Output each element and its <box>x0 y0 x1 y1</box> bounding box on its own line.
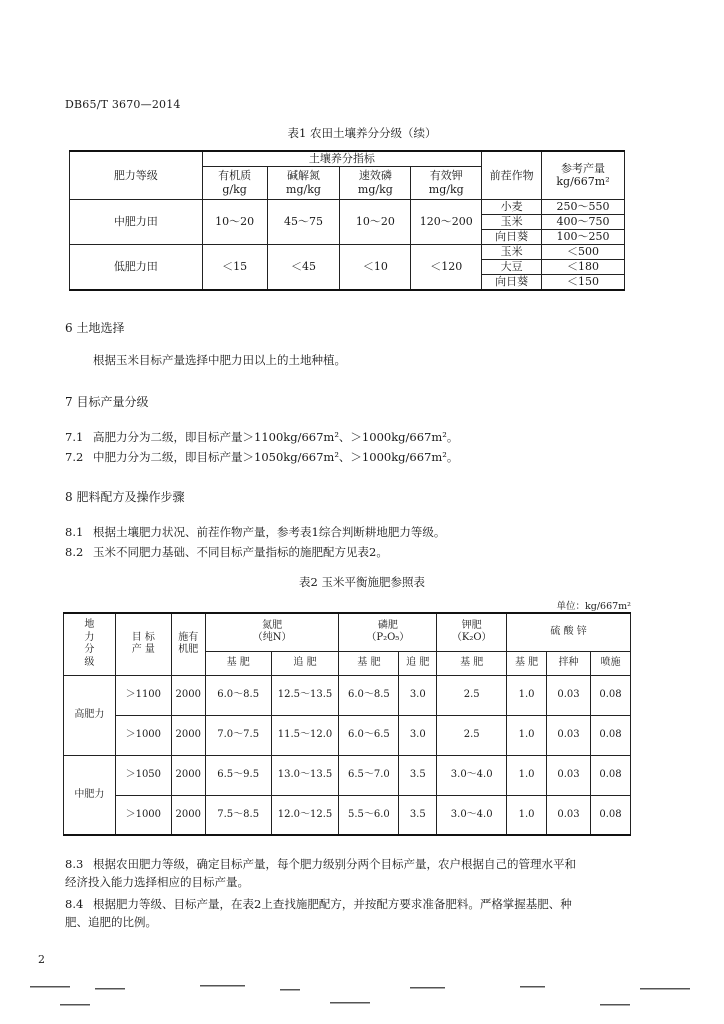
table2-caption: 表2 玉米平衡施肥参照表 <box>299 575 425 589</box>
organic-fertilizer-header: 施有 机肥 <box>171 613 205 675</box>
yield-cell: 250～550 <box>542 199 625 214</box>
target-cell: ＞1100 <box>115 675 171 715</box>
ap-cell: 10～20 <box>340 199 411 244</box>
om-cell: 10～20 <box>202 199 267 244</box>
clause-number: 7.1 <box>65 430 84 444</box>
k-base-cell: 3.0～4.0 <box>437 755 507 795</box>
k-base-cell: 2.5 <box>437 675 507 715</box>
crop-cell: 小麦 <box>482 199 542 214</box>
n-base-header: 基 肥 <box>205 651 271 675</box>
zn-spray-cell: 0.08 <box>590 675 630 715</box>
zn-spray-cell: 0.08 <box>590 755 630 795</box>
p-base-cell: 6.5～7.0 <box>339 755 399 795</box>
organic-matter-header: 有机质 g/kg <box>202 166 267 199</box>
om-cell: 2000 <box>171 755 205 795</box>
n-top-cell: 11.5～12.0 <box>271 715 339 755</box>
zinc-sulfate-header: 硫 酸 锌 <box>507 613 631 651</box>
zn-spray-cell: 0.08 <box>590 795 630 835</box>
zn-base-header: 基 肥 <box>507 651 547 675</box>
crop-cell: 大豆 <box>482 259 542 274</box>
zn-seed-cell: 0.03 <box>547 675 591 715</box>
nutrient-group-header: 土壤养分指标 <box>202 151 482 166</box>
p-top-cell: 3.0 <box>399 715 437 755</box>
clause-number: 8.1 <box>65 525 84 539</box>
clause-8-3-cont: 经济投入能力选择相应的目标产量。 <box>65 875 249 889</box>
clause-8-2 <box>65 544 388 560</box>
yield-cell: ＜500 <box>542 244 625 259</box>
crop-cell: 玉米 <box>482 244 542 259</box>
clause-number: 8.3 <box>65 857 84 871</box>
n-base-cell: 6.5～9.5 <box>205 755 271 795</box>
clause-number: 7.2 <box>65 450 84 464</box>
om-cell: 2000 <box>171 715 205 755</box>
p-top-cell: 3.0 <box>399 675 437 715</box>
grade-cell: 中肥力田 <box>70 199 203 244</box>
level-header: 地 力 分 级 <box>64 613 116 675</box>
clause-number: 8.4 <box>65 897 84 911</box>
table2-unit: 单位：kg/667m² <box>556 601 631 612</box>
p-top-cell: 3.5 <box>399 795 437 835</box>
p-base-cell: 6.0～8.5 <box>339 675 399 715</box>
page-number: 2 <box>38 953 45 966</box>
zn-seed-cell: 0.03 <box>547 755 591 795</box>
prev-crop-header: 前茬作物 <box>482 151 542 199</box>
clause-7-1 <box>65 429 458 445</box>
section-6-title: 6 土地选择 <box>65 321 125 335</box>
level-cell: 中肥力 <box>64 755 116 835</box>
zn-base-cell: 1.0 <box>507 755 547 795</box>
clause-text: 根据肥力等级、目标产量，在表2上查找施肥配方，并按配方要求准备肥料。严格掌握基肥、种 <box>93 897 572 911</box>
zn-seed-cell: 0.03 <box>547 715 591 755</box>
target-cell: ＞1050 <box>115 755 171 795</box>
k-base-cell: 2.5 <box>437 715 507 755</box>
alkali-n-header: 碱解氮 mg/kg <box>267 166 340 199</box>
n-top-cell: 13.0～13.5 <box>271 755 339 795</box>
p-base-header: 基 肥 <box>339 651 399 675</box>
om-cell: 2000 <box>171 675 205 715</box>
n-top-cell: 12.0～12.5 <box>271 795 339 835</box>
zn-seed-header: 拌种 <box>547 651 591 675</box>
section-7-title: 7 目标产量分级 <box>65 395 149 409</box>
yield-cell: ＜150 <box>542 274 625 289</box>
zn-spray-header: 喷施 <box>590 651 630 675</box>
clause-text: 根据土壤肥力状况、前茬作物产量，参考表1综合判断耕地肥力等级。 <box>93 525 446 539</box>
section-6-text: 根据玉米目标产量选择中肥力田以上的土地种植。 <box>93 353 346 367</box>
crop-cell: 玉米 <box>482 214 542 229</box>
zn-spray-cell: 0.08 <box>590 715 630 755</box>
an-cell: 45～75 <box>267 199 340 244</box>
clause-8-4-cont: 肥、追肥的比例。 <box>65 915 157 929</box>
target-yield-header: 目 标 产 量 <box>115 613 171 675</box>
available-p-header: 速效磷 mg/kg <box>340 166 411 199</box>
n-top-cell: 12.5～13.5 <box>271 675 339 715</box>
target-cell: ＞1000 <box>115 715 171 755</box>
crop-cell: 向日葵 <box>482 229 542 244</box>
p-top-header: 追 肥 <box>399 651 437 675</box>
grade-cell: 低肥力田 <box>70 244 203 289</box>
p-base-cell: 5.5～6.0 <box>339 795 399 835</box>
target-cell: ＞1000 <box>115 795 171 835</box>
yield-cell: 400～750 <box>542 214 625 229</box>
p-base-cell: 6.0～6.5 <box>339 715 399 755</box>
phosphate-header: 磷肥 （P₂O₅） <box>339 613 437 651</box>
clause-8-1 <box>65 524 445 540</box>
om-cell: 2000 <box>171 795 205 835</box>
n-base-cell: 7.5～8.5 <box>205 795 271 835</box>
n-top-header: 追 肥 <box>271 651 339 675</box>
clause-7-2 <box>65 449 458 465</box>
soil-nutrient-table <box>69 150 625 291</box>
clause-text: 玉米不同肥力基础、不同目标产量指标的施肥配方见表2。 <box>93 545 388 559</box>
available-k-header: 有效钾 mg/kg <box>411 166 482 199</box>
clause-8-4 <box>65 896 572 912</box>
ap-cell: ＜10 <box>340 244 411 289</box>
an-cell: ＜45 <box>267 244 340 289</box>
standard-number-header: DB65/T 3670—2014 <box>65 98 181 111</box>
clause-text: 中肥力分为二级，即目标产量＞1050kg/667m²、＞1000kg/667m²。 <box>93 450 459 464</box>
level-cell: 高肥力 <box>64 675 116 755</box>
clause-8-3 <box>65 856 576 872</box>
grade-header: 肥力等级 <box>70 151 203 199</box>
clause-number: 8.2 <box>65 545 84 559</box>
k-base-header: 基 肥 <box>437 651 507 675</box>
ak-cell: ＜120 <box>411 244 482 289</box>
nitrogen-header: 氮肥 （纯N） <box>205 613 339 651</box>
clause-text: 根据农田肥力等级，确定目标产量，每个肥力级别分两个目标产量，农户根据自己的管理水平和 <box>93 857 576 871</box>
zn-base-cell: 1.0 <box>507 715 547 755</box>
crop-cell: 向日葵 <box>482 274 542 289</box>
yield-cell: 100～250 <box>542 229 625 244</box>
om-cell: ＜15 <box>202 244 267 289</box>
ak-cell: 120～200 <box>411 199 482 244</box>
fertilizer-reference-table <box>63 612 631 836</box>
scan-noise <box>0 964 724 1024</box>
n-base-cell: 7.0～7.5 <box>205 715 271 755</box>
section-8-title: 8 肥料配方及操作步骤 <box>65 490 185 504</box>
zn-base-cell: 1.0 <box>507 675 547 715</box>
clause-text: 高肥力分为二级，即目标产量＞1100kg/667m²、＞1000kg/667m²。 <box>93 430 459 444</box>
table1-caption: 表1 农田土壤养分分级（续） <box>287 126 437 140</box>
n-base-cell: 6.0～8.5 <box>205 675 271 715</box>
zn-base-cell: 1.0 <box>507 795 547 835</box>
k-base-cell: 3.0～4.0 <box>437 795 507 835</box>
ref-yield-header: 参考产量 kg/667m² <box>542 151 625 199</box>
yield-cell: ＜180 <box>542 259 625 274</box>
potash-header: 钾肥 （K₂O） <box>437 613 507 651</box>
zn-seed-cell: 0.03 <box>547 795 591 835</box>
p-top-cell: 3.5 <box>399 755 437 795</box>
